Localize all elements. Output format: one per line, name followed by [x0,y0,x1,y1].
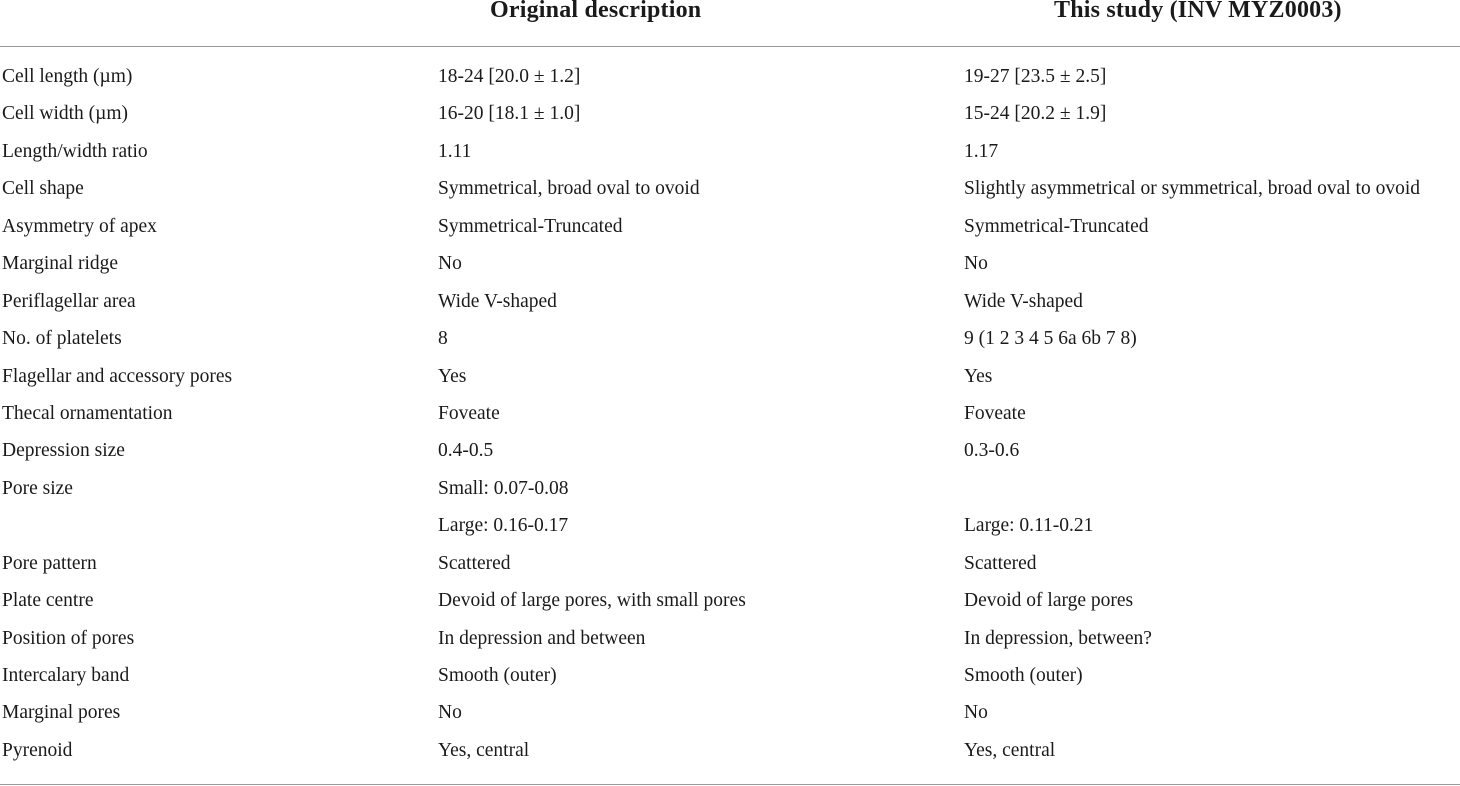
table-row [0,471,1460,508]
original-cell: Wide V-shaped [438,290,557,312]
original-cell: 16-20 [18.1 ± 1.0] [438,103,581,125]
parameter-cell: Marginal pores [2,702,121,724]
study-cell: Smooth (outer) [964,665,1083,686]
original-cell: Yes, central [438,739,530,761]
parameter-cell: Cell length (µm) [2,66,133,87]
study-cell: 19-27 [23.5 ± 2.5] [964,66,1107,87]
footer-rule [0,784,1460,785]
table-row [0,546,1460,583]
study-cell: No [964,253,988,275]
table-header [0,0,1460,46]
original-cell: Smooth (outer) [438,665,557,686]
study-cell: Foveate [964,402,1026,424]
original-cell: Small: 0.07-0.08 [438,477,569,499]
table-row [0,733,1460,770]
study-cell: Slightly asymmetrical or symmetrical, broad oval to ovoid [964,178,1420,200]
header-this-study: This study (INV MYZ0003) [1054,0,1342,23]
table-row [0,695,1460,732]
table-row [0,284,1460,321]
study-cell: In depression, between? [964,627,1152,649]
table-row [0,396,1460,433]
parameter-cell: Pore size [2,477,73,499]
original-cell: No [438,702,462,724]
table-row [0,59,1460,96]
study-cell: Yes [964,365,993,387]
parameter-cell: Plate centre [2,590,94,612]
original-cell: Yes [438,365,467,387]
parameter-cell: Cell width (µm) [2,103,129,125]
table-row [0,246,1460,283]
parameter-cell: Marginal ridge [2,253,119,275]
study-cell: Devoid of large pores [964,590,1134,612]
parameter-cell: Pyrenoid [2,739,73,761]
header-original-description: Original description [490,0,702,23]
parameter-cell: No. of platelets [2,328,122,350]
table-row [0,359,1460,396]
table-row [0,621,1460,658]
table-row [0,583,1460,620]
table-row [0,134,1460,171]
header-rule [0,46,1460,47]
original-cell: Scattered [438,552,511,574]
original-cell: In depression and between [438,627,646,649]
original-cell: Devoid of large pores, with small pores [438,590,746,612]
table-row [0,433,1460,470]
parameter-cell: Intercalary band [2,665,130,686]
original-cell: Symmetrical-Truncated [438,215,623,237]
study-cell: Symmetrical-Truncated [964,215,1149,237]
study-cell: 0.3-0.6 [964,440,1020,462]
original-cell: 18-24 [20.0 ± 1.2] [438,66,581,87]
study-cell: Scattered [964,552,1037,574]
parameter-cell: Length/width ratio [2,140,148,162]
study-cell: Wide V-shaped [964,290,1083,312]
table-row [0,209,1460,246]
parameter-cell: Flagellar and accessory pores [2,365,233,387]
table-row [0,321,1460,358]
study-cell: Large: 0.11-0.21 [964,515,1094,537]
parameter-cell: Periflagellar area [2,290,136,312]
study-cell: 1.17 [964,140,999,162]
original-cell: Symmetrical, broad oval to ovoid [438,178,700,200]
original-cell: 1.11 [438,140,472,162]
study-cell: Yes, central [964,739,1056,761]
table-row [0,96,1460,133]
table-row [0,508,1460,545]
parameter-cell: Asymmetry of apex [2,215,157,237]
study-cell: 15-24 [20.2 ± 1.9] [964,103,1107,125]
parameter-cell: Depression size [2,440,125,462]
parameter-cell: Thecal ornamentation [2,402,173,424]
table-body [0,59,1460,770]
parameter-cell: Cell shape [2,178,84,200]
study-cell: No [964,702,988,724]
table-row [0,171,1460,208]
table-row [0,658,1460,695]
study-cell: 9 (1 2 3 4 5 6a 6b 7 8) [964,328,1137,350]
original-cell: 0.4-0.5 [438,440,494,462]
original-cell: 8 [438,328,448,350]
parameter-cell: Pore pattern [2,552,97,574]
original-cell: Foveate [438,402,500,424]
original-cell: Large: 0.16-0.17 [438,515,569,537]
original-cell: No [438,253,462,275]
parameter-cell: Position of pores [2,627,135,649]
